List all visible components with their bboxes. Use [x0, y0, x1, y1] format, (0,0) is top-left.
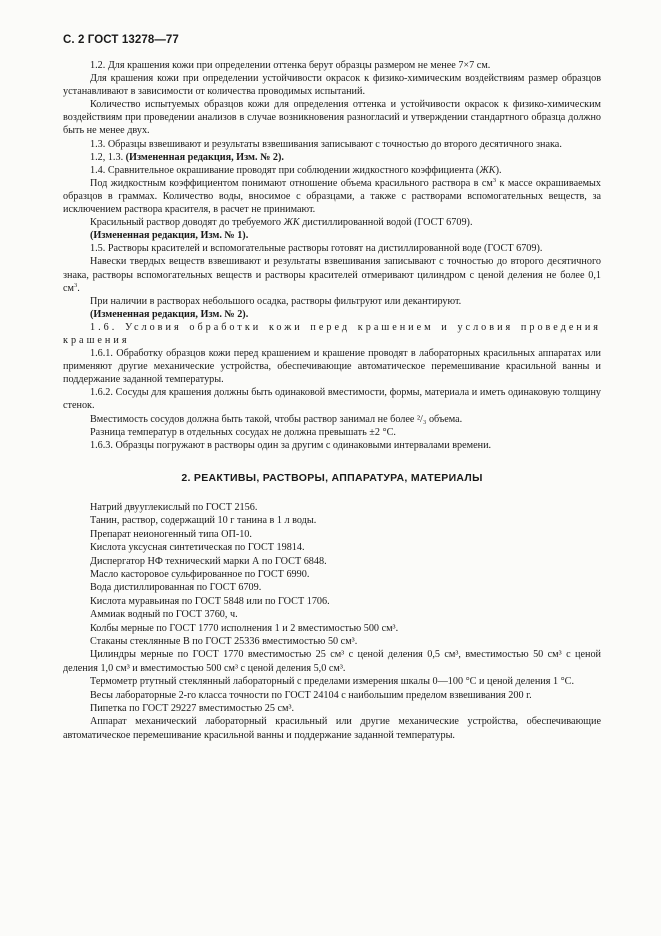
superscript: 3	[73, 281, 78, 289]
text-run: Под жидкостным коэффициентом понимают отношение объема красильного раствора в см	[90, 177, 493, 189]
text-run: дистиллированной водой (ГОСТ 6709).	[299, 217, 473, 229]
superscript: 3	[492, 176, 497, 184]
liquid-ratio-abbr: ЖК	[283, 217, 300, 229]
paragraph-weighing	[63, 255, 601, 294]
text-run: Красильный раствор доводят до требуемого	[90, 217, 284, 229]
list-item: Пипетка по ГОСТ 29227 вместимостью 25 см³.	[90, 703, 295, 714]
paragraph-sample-size: Для крашения кожи при определении устойчивости окрасок к физико-химическим воздействиям размер образцов устанавливают в зависимости от количества проводимых испытаний.	[63, 73, 601, 98]
paragraph-1-6-3: 1.6.3. Образцы погружают в растворы один за другим с одинаковыми интервалами времени.	[90, 439, 492, 451]
list-item: Аммиак водный по ГОСТ 3760, ч.	[90, 609, 238, 621]
list-item: Кислота муравьиная по ГОСТ 5848 или по ГОСТ 1706.	[90, 595, 330, 607]
page-header: С. 2 ГОСТ 13278—77	[63, 34, 179, 46]
text-run: Навески твердых веществ взвешивают и результаты взвешивания записывают с точностью до второго десятичного знака, растворы вспомогательных веществ и растворы красителей отмеривают цилиндром с ценой деления не более 0,1 см	[63, 256, 601, 294]
paragraph-1-6-2: 1.6.2. Сосуды для крашения должны быть одинаковой вместимости, формы, материала и иметь одинаковую толщину стенок.	[63, 387, 601, 412]
list-item: Натрий двууглекислый по ГОСТ 2156.	[90, 501, 258, 513]
section-title: 2. РЕАКТИВЫ, РАСТВОРЫ, АППАРАТУРА, МАТЕРИАЛЫ	[181, 471, 483, 484]
list-item: Колбы мерные по ГОСТ 1770 исполнения 1 и 2 вместимостью 500 см³.	[90, 622, 399, 634]
list-item: Вода дистиллированная по ГОСТ 6709.	[90, 582, 262, 594]
list-item: Кислота уксусная синтетическая по ГОСТ 19814.	[90, 542, 305, 554]
list-item: Термометр ртутный стеклянный лабораторный с пределами измерения шкалы 0—100 °С и ценой деления 1 °С.	[90, 676, 575, 688]
list-item: Диспергатор НФ технический марки А по ГОСТ 6848.	[90, 555, 327, 567]
text-run: Вместимость сосудов должна быть такой, чтобы раствор занимал не более	[90, 413, 417, 425]
materials-list	[63, 501, 601, 742]
paragraph-filtering: При наличии в растворах небольшого осадка, растворы фильтруют или декантируют.	[90, 295, 462, 307]
list-item: Препарат неионогенный типа ОП-10.	[90, 528, 252, 540]
liquid-ratio-abbr: ЖК	[479, 164, 496, 176]
paragraph-vessel-capacity	[63, 413, 601, 426]
list-item: Танин, раствор, содержащий 10 г танина в 1 л воды.	[90, 515, 317, 527]
document-body	[63, 59, 601, 742]
paragraph-dye-solution	[63, 216, 601, 229]
paragraph-1-2: 1.2. Для крашения кожи при определении оттенка берут образцы размером не менее 7×7 см.	[90, 60, 491, 71]
text-run: ).	[495, 164, 502, 176]
list-item: Цилиндры мерные по ГОСТ 1770 вместимостью 25 см³ с ценой деления 0,5 см³, вместимостью 50 см³ с ценой деления 1,0 см³ и вместимостью 500 см³ с ценой деления 5,0 см³.	[63, 649, 601, 674]
paragraph-1-5: 1.5. Растворы красителей и вспомогательные растворы готовят на дистиллированной воде (ГОСТ 6709).	[90, 243, 543, 255]
revision-note: (Измененная редакция, Изм. № 1).	[90, 230, 249, 242]
text-run: .	[77, 282, 80, 294]
subsection-heading-1-6: 1.6. Условия обработки кожи перед крашением и условия проведения крашения	[63, 321, 601, 346]
clause-ref: 1.2, 1.3.	[90, 151, 126, 163]
list-item: Стаканы стеклянные В по ГОСТ 25336 вместимостью 50 см³.	[90, 635, 358, 647]
revision-note: (Измененная редакция, Изм. № 2).	[90, 308, 249, 320]
list-item: Масло касторовое сульфированное по ГОСТ 6990.	[90, 568, 310, 580]
paragraph-1-4	[63, 164, 601, 177]
paragraph-liquid-ratio-definition	[63, 177, 601, 216]
paragraph-1-3: 1.3. Образцы взвешивают и результаты взвешивания записывают с точностью до второго десятичного знака.	[90, 138, 562, 150]
fraction: ²/₃	[416, 413, 427, 425]
paragraph-sample-count: Количество испытуемых образцов кожи для определения оттенка и устойчивости окрасок к физико-химическим воздействиям при проведении анализов в случае возникновения разногласий и утверждении стандартного образца должно быть не менее двух.	[63, 99, 601, 137]
revision-note: (Измененная редакция, Изм. № 2).	[125, 151, 284, 163]
list-item: Аппарат механический лабораторный красильный или другие механические устройства, обеспечивающие автоматическое перемешивание красильной ванны и поддержание заданной температуры.	[63, 716, 601, 741]
paragraph-1-6-1: 1.6.1. Обработку образцов кожи перед крашением и крашение проводят в лабораторных красильных аппаратах или применяют другие механические устройства, обеспечивающие автоматическое перемешивание красильной ванны и поддержание заданной температуры.	[63, 348, 601, 386]
paragraph-temperature: Разница температур в отдельных сосудах не должна превышать ±2 °С.	[90, 426, 396, 438]
paragraph-revision-1-2-1-3	[63, 151, 601, 164]
list-item: Весы лабораторные 2-го класса точности по ГОСТ 24104 с наибольшим пределом взвешивания 200 г.	[90, 689, 532, 701]
text-run: 1.4. Сравнительное окрашивание проводят при соблюдении жидкостного коэффициента (	[90, 164, 480, 176]
text-run: объема.	[426, 413, 463, 425]
text-run: к массе окрашиваемых образцов в граммах. Количество воды, вносимое с образцами, а также с растворами вспомогательных веществ, за исключением раствора красителя, в расчет не принимают.	[63, 177, 601, 216]
